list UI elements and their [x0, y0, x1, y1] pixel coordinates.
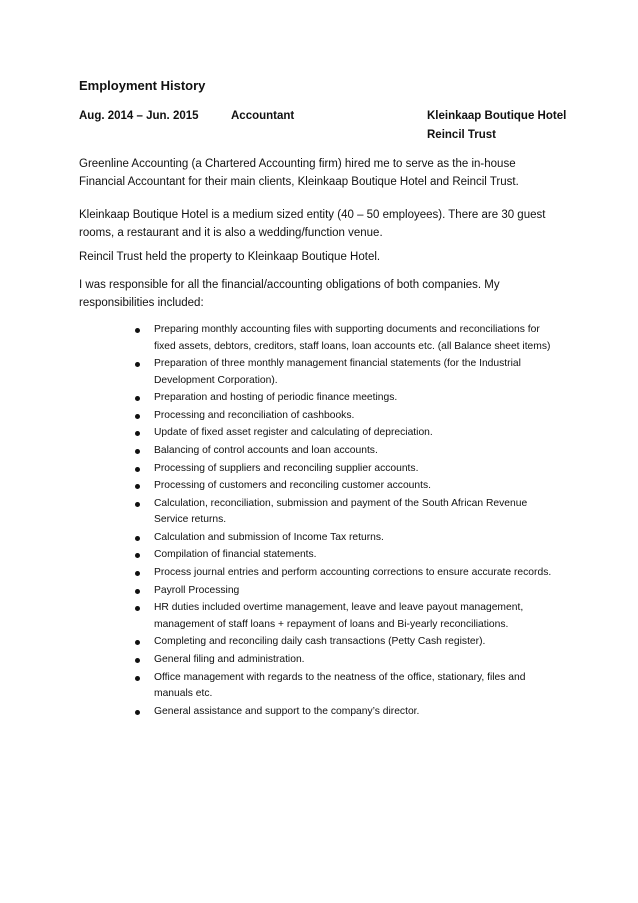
list-item — [131, 478, 563, 495]
list-item — [131, 704, 563, 721]
bullet-icon — [135, 467, 140, 472]
paragraph-trust-description: Reincil Trust held the property to Kleinkaap Boutique Hotel. — [79, 251, 381, 263]
list-item — [131, 652, 563, 669]
duty-text: Payroll Processing — [154, 584, 240, 596]
bullet-icon — [135, 606, 140, 611]
job-employer-secondary: Reincil Trust — [427, 129, 497, 141]
duty-text: Processing of customers and reconciling customer accounts. — [154, 480, 432, 492]
duty-text: Process journal entries and perform accounting corrections to ensure accurate records. — [154, 567, 552, 579]
list-item — [131, 547, 563, 564]
job-employer: Kleinkaap Boutique Hotel — [427, 110, 567, 122]
list-item — [131, 530, 563, 547]
bullet-icon — [135, 502, 140, 507]
bullet-icon — [135, 553, 140, 558]
bullet-icon — [135, 536, 140, 541]
duty-text: Processing of suppliers and reconciling supplier accounts. — [154, 462, 419, 474]
list-item — [131, 356, 563, 389]
bullet-icon — [135, 571, 140, 576]
duty-text: Compilation of financial statements. — [154, 549, 317, 561]
duty-text: HR duties included overtime management, leave and leave payout management, management of staff loans + repayment of loans and Bi-yearly reconciliations. — [154, 602, 524, 630]
job-title: Accountant — [231, 110, 295, 122]
duty-text: Completing and reconciling daily cash transactions (Petty Cash register). — [154, 636, 486, 648]
bullet-icon — [135, 449, 140, 454]
duty-text: Balancing of control accounts and loan accounts. — [154, 444, 378, 456]
bullet-icon — [135, 710, 140, 715]
duty-text: Preparation and hosting of periodic finance meetings. — [154, 392, 398, 404]
bullet-icon — [135, 414, 140, 419]
duties-list — [131, 322, 563, 721]
list-item — [131, 461, 563, 478]
bullet-icon — [135, 328, 140, 333]
bullet-icon — [135, 658, 140, 663]
duty-text: General assistance and support to the company’s director. — [154, 705, 420, 717]
bullet-icon — [135, 676, 140, 681]
bullet-icon — [135, 640, 140, 645]
duty-text: Preparation of three monthly management financial statements (for the Industrial Development Corporation). — [154, 358, 521, 386]
bullet-icon — [135, 362, 140, 367]
list-item — [131, 670, 563, 703]
list-item — [131, 390, 563, 407]
duty-text: Processing and reconciliation of cashbooks. — [154, 409, 355, 421]
duty-text: Update of fixed asset register and calculating of depreciation. — [154, 427, 433, 439]
bullet-icon — [135, 589, 140, 594]
duty-text: General filing and administration. — [154, 653, 305, 665]
list-item — [131, 496, 563, 529]
paragraph-responsibilities-intro: I was responsible for all the financial/accounting obligations of both companies. My responsibilities included: — [79, 279, 500, 309]
list-item — [131, 565, 563, 582]
list-item — [131, 443, 563, 460]
duty-text: Office management with regards to the neatness of the office, stationary, files and manuals etc. — [154, 671, 526, 699]
duty-text: Calculation and submission of Income Tax returns. — [154, 531, 384, 543]
job-dates: Aug. 2014 – Jun. 2015 — [79, 110, 199, 122]
paragraph-role-summary: Greenline Accounting (a Chartered Accounting firm) hired me to serve as the in-house Financial Accountant for their main clients, Kleinkaap Boutique Hotel and Reincil Trust. — [79, 158, 519, 188]
list-item — [131, 634, 563, 651]
list-item — [131, 322, 563, 355]
bullet-icon — [135, 396, 140, 401]
list-item — [131, 408, 563, 425]
duty-text: Preparing monthly accounting files with supporting documents and reconciliations for fixed assets, debtors, creditors, staff loans, loan accounts etc. (all Balance sheet items) — [154, 324, 551, 352]
list-item — [131, 583, 563, 600]
bullet-icon — [135, 484, 140, 489]
paragraph-hotel-description: Kleinkaap Boutique Hotel is a medium sized entity (40 – 50 employees). There are 30 guest rooms, a restaurant and it is also a wedding/function venue. — [79, 209, 546, 239]
bullet-icon — [135, 431, 140, 436]
list-item — [131, 600, 563, 633]
duty-text: Calculation, reconciliation, submission and payment of the South African Revenue Service returns. — [154, 497, 528, 526]
list-item — [131, 425, 563, 442]
section-heading: Employment History — [79, 78, 206, 93]
